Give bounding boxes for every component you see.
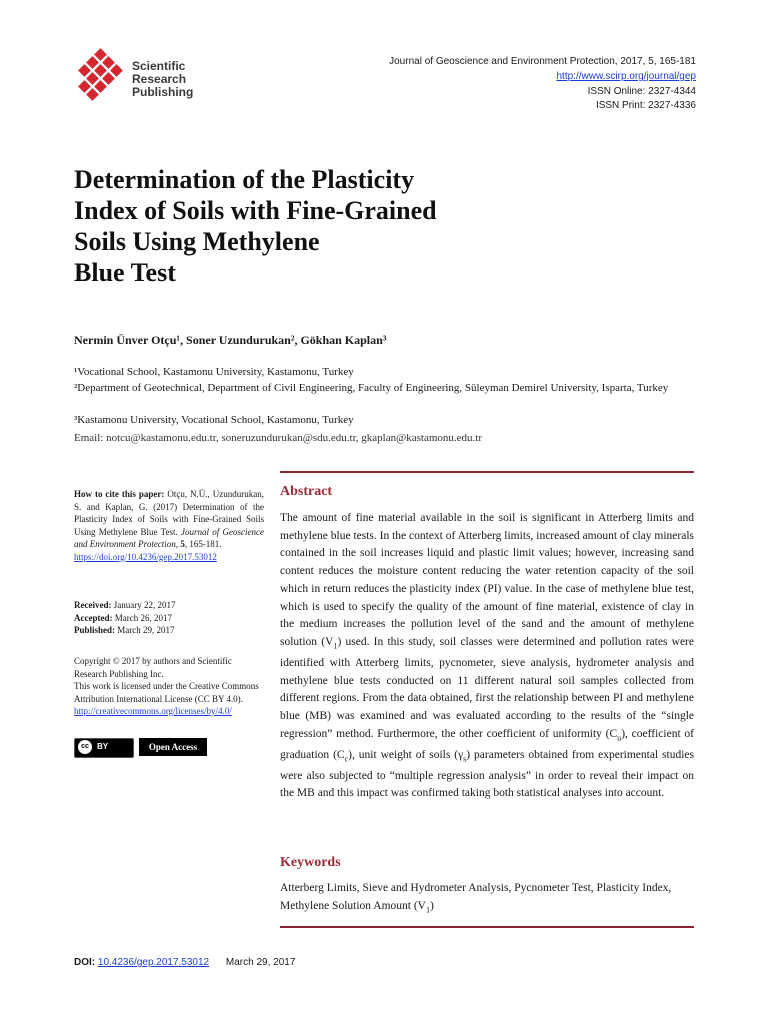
license-line: This work is licensed under the Creative Commons Attribution International License (CC BY 4.0). (74, 681, 259, 704)
affiliation-1: ¹Vocational School, Kastamonu University, Kastamonu, Turkey (74, 366, 354, 378)
abstract-body: The amount of fine material available in the soil is significant in Atterberg limits and methylene blue tests. In the context of Atterberg limits, increased amount of clay minerals contained in the soil increases liquid and plastic limit values; however, increasing sand content reduces the moisture content reducing the water retention capacity of the soil which in return reduces the plasticity index (PI) value. In the case of methylene blue test, which is used to specify the quality of the amount of fine material, existence of clay in the medium increases the pollution level of the sand and the amount of methylene solution $(V_1)$ used. In this study, soil classes were determined and pollution rates were identified with Atterberg limits, pycnometer, sieve analysis, hydrometer analysis and methylene blue tests conducted on 11 different natural soil samples collected from different regions. From the data obtained, first the relationship between PI and methylene blue (MB) was examined and was evaluated according to the results of the “single regression” method. Furthermore, the other coefficient of uniformity $(C_u)$, coefficient of graduation $(C_c)$, unit weight of soils $(\gamma_s)$ parameters obtained from experimental studies were also subjected to “multiple regression analysis” in order to reveal their impact on the MB and this impact was confirmed taking both statistical analyses into account. (280, 512, 694, 800)
author-emails: Email: notcu@kastamonu.edu.tr, soneruzundurukan@sdu.edu.tr, gkaplan@kastamonu.edu.tr (74, 432, 482, 444)
received-date: January 22, 2017 (113, 600, 176, 610)
doi-link[interactable]: 10.4236/gep.2017.53012 (97, 957, 210, 968)
logo-line-3: Publishing (132, 85, 194, 99)
cite-doi-link[interactable]: https://doi.org/10.4236/gep.2017.53012 (74, 551, 217, 562)
author-list: Nermin Ünver Otçu¹, Soner Uzundurukan², Gökhan Kaplan³ (74, 333, 387, 347)
journal-url-link[interactable]: http://www.scirp.org/journal/gep (556, 71, 696, 82)
page-footer (74, 957, 295, 968)
title-line-3: Soils Using Methylene (74, 227, 320, 256)
published-date: March 29, 2017 (117, 625, 175, 635)
cite-volume: 5 (180, 539, 185, 549)
accepted-label: Accepted: (74, 612, 113, 623)
creative-commons-icon: cc (78, 740, 92, 754)
doi-label: DOI: (74, 957, 96, 968)
open-access-badge[interactable]: Open Access (139, 738, 207, 756)
cite-journal: Journal of Geoscience and Environment Protection (74, 526, 264, 549)
affiliation-2: ²Department of Geotechnical, Department of Civil Engineering, Faculty of Engineering, Süleyman Demirel University, Isparta, Turkey (74, 382, 669, 394)
accepted-date: March 26, 2017 (114, 612, 172, 623)
published-label: Published: (74, 625, 116, 635)
copyright-block (74, 655, 264, 718)
journal-citation: Journal of Geoscience and Environment Protection, 2017, 5, 165-181 (389, 56, 696, 67)
issn-print: ISSN Print: 2327-4336 (595, 100, 696, 111)
cite-text: Otçu, N.Ü., Uzundurukan, S. and Kaplan, G. (2017) Determination of the Plasticity Index of Soils with Fine-Grained Soils Using Methylene Blue Test. (74, 489, 264, 537)
license-url-link[interactable]: http://creativecommons.org/licenses/by/4.0/ (74, 706, 232, 716)
keywords-bottom-rule (280, 926, 694, 928)
cite-pages: , 165-181. (184, 539, 222, 549)
cite-label: How to cite this paper: (74, 489, 165, 499)
abstract-heading: Abstract (280, 484, 333, 499)
received-label: Received: (74, 600, 112, 610)
how-to-cite (74, 488, 264, 563)
cc-by-label: BY (97, 742, 109, 751)
publisher-logo (74, 48, 204, 108)
title-line-1: Determination of the Plasticity (74, 165, 415, 194)
scirp-diamond-logo-icon (74, 48, 130, 108)
cc-by-license-badge[interactable] (74, 738, 134, 758)
paper-title (74, 164, 544, 288)
affiliation-3: ³Kastamonu University, Vocational School, Kastamonu, Turkey (74, 414, 354, 426)
title-line-2: Index of Soils with Fine-Grained (74, 196, 437, 225)
article-dates (74, 599, 264, 637)
issn-online: ISSN Online: 2327-4344 (587, 86, 696, 97)
title-line-4: Blue Test (74, 258, 176, 287)
copyright-line: Copyright © 2017 by authors and Scientific Research Publishing Inc. (74, 656, 232, 679)
abstract-top-rule (280, 471, 694, 473)
footer-date: March 29, 2017 (225, 957, 296, 968)
logo-line-1: Scientific (132, 59, 186, 73)
cite-vol-sep: , (175, 539, 181, 549)
keywords-heading: Keywords (280, 855, 341, 870)
keywords-list: Atterberg Limits, Sieve and Hydrometer Analysis, Pycnometer Test, Plasticity Index, Methylene Solution Amount $(V_1)$ (280, 882, 672, 914)
logo-line-2: Research (132, 72, 187, 86)
